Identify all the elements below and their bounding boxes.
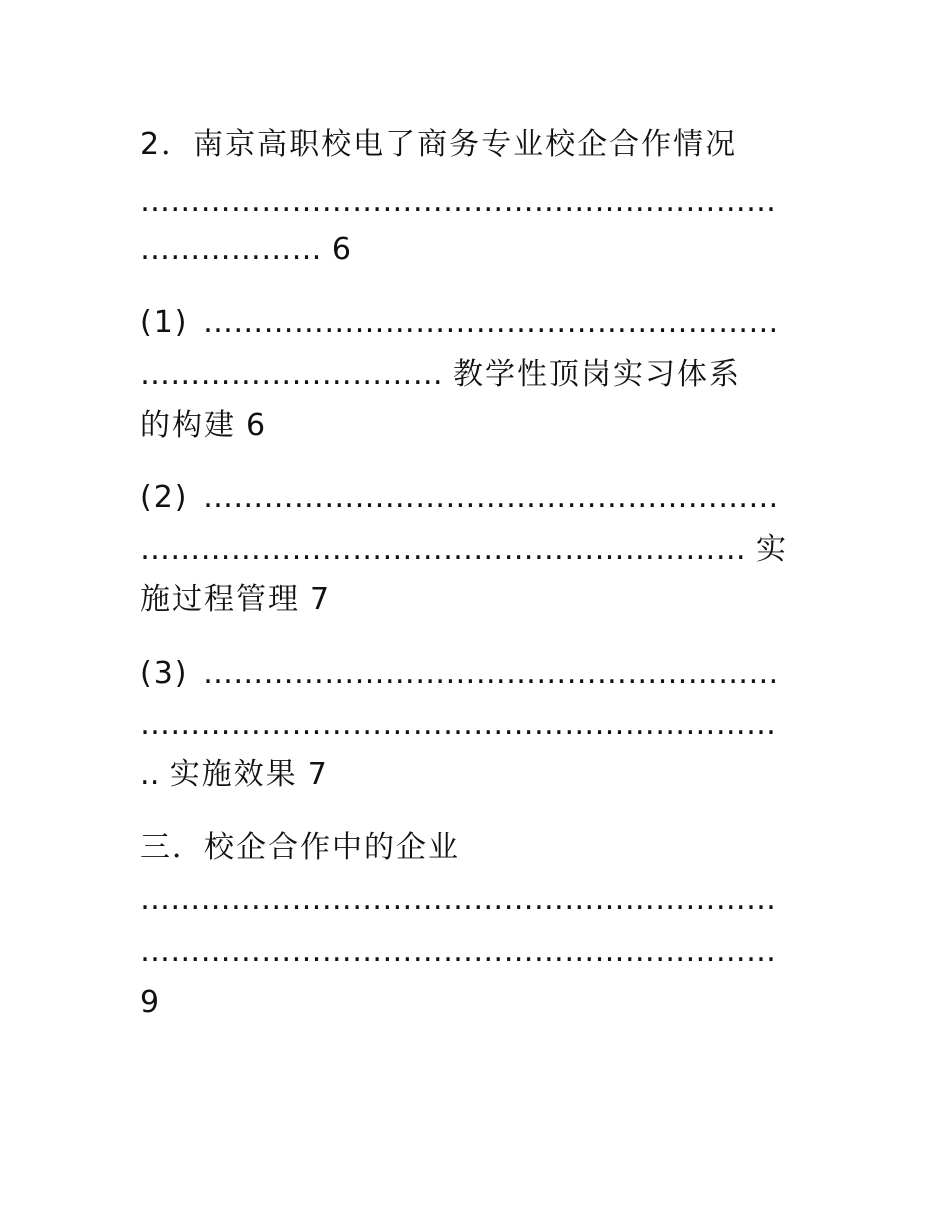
toc-dot-leader: ………………………………………………… [203,480,779,515]
toc-entry-title: 2．南京高职校电了商务专业校企合作情况 [140,127,738,162]
toc-dot-leader: .. [140,757,160,792]
toc-entry-line [140,530,788,570]
toc-page-number: 6 [331,232,353,267]
toc-entry-title: 教学性顶岗实习体系 [453,357,741,392]
toc-dot-leader: ………………………… [140,357,443,392]
toc-entry-number: (2) [140,480,189,515]
toc-entry-tail [140,406,267,446]
toc-dot-leader: ……………………………………………………… [140,934,777,969]
toc-entry-tail [140,580,331,620]
toc-dot-leader: ……………………………………………………… [140,707,777,742]
toc-entry-line [140,303,189,343]
toc-page-number: 7 [307,757,329,792]
toc-page-number: 6 [246,408,268,443]
toc-dot-leader: ………………………………………………… [203,656,779,691]
toc-entry-title: 实施效果 [169,757,298,792]
toc-entry-tail [140,230,353,270]
toc-dot-leader: ……………… [140,232,322,267]
toc-entry-title: 三．校企合作中的企业 [140,830,460,865]
toc-dot-leader: ……………………………………………………… [140,184,777,219]
toc-entry-number: (1) [140,305,189,340]
toc-entry-title: 的构建 [140,408,236,443]
toc-dot-leader: ………………………………………………… [203,305,779,340]
toc-entry-number: (3) [140,656,189,691]
toc-page-number: 7 [310,582,332,617]
toc-dot-leader: …………………………………………………… [140,532,746,567]
toc-entry-line [140,355,741,395]
toc-page-number: 9 [140,985,162,1020]
toc-dot-leader: ……………………………………………………… [140,882,777,917]
toc-entry-line [140,478,189,518]
toc-entry-tail [140,755,329,795]
toc-entry-line [140,654,189,694]
toc-entry-title: 施过程管理 [140,582,300,617]
toc-entry-title: 实 [756,532,788,567]
